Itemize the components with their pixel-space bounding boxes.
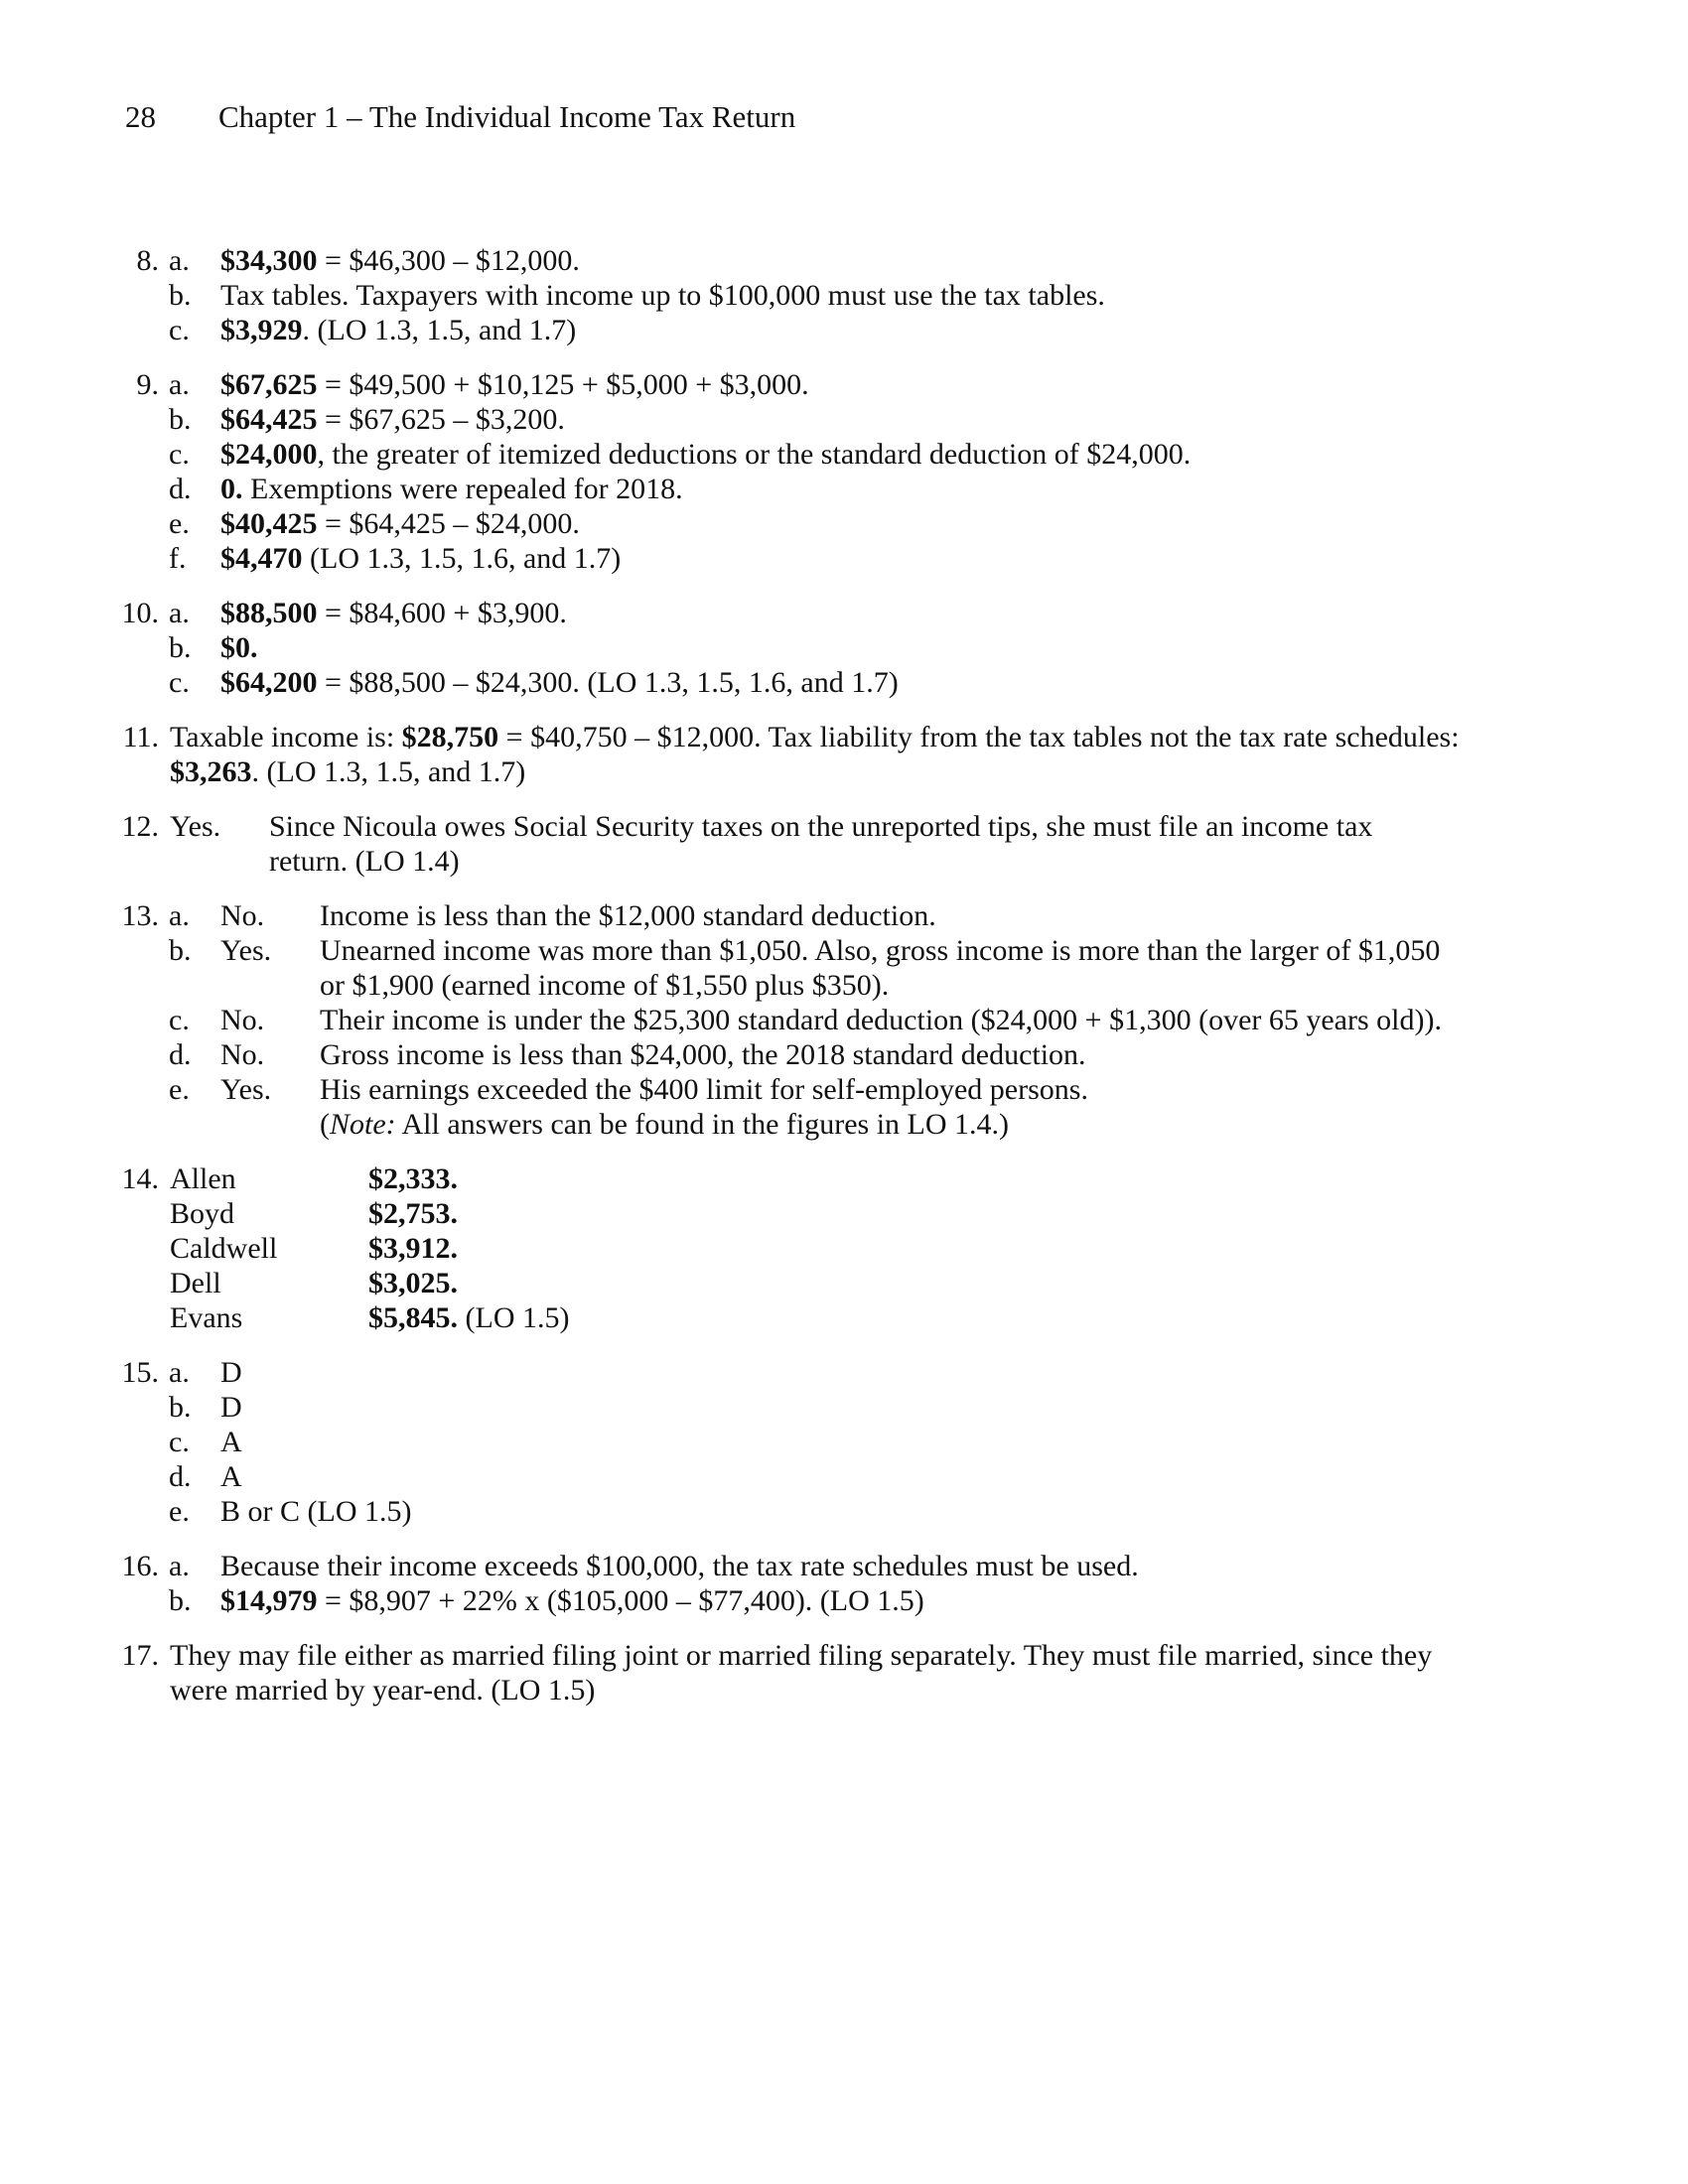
taxpayer-name: Dell xyxy=(170,1267,221,1299)
short-answer: A xyxy=(220,1426,242,1458)
answer-13c xyxy=(99,1003,1489,1037)
short-answer: B or C (LO 1.5) xyxy=(220,1495,412,1528)
bold-amount: $28,750 xyxy=(401,721,499,753)
answer-text: Since Nicoula owes Social Security taxes on the unreported tips, she must file an income tax xyxy=(269,810,1373,843)
answer-text: = $84,600 + $3,900. xyxy=(317,597,567,629)
question-number: 9. xyxy=(136,368,159,401)
taxpayer-name: Caldwell xyxy=(170,1232,278,1265)
item-letter: a. xyxy=(169,899,190,932)
bold-amount: $14,979 xyxy=(220,1584,318,1617)
short-answer: D xyxy=(220,1356,242,1389)
item-letter: a. xyxy=(169,244,190,277)
question-number: 17. xyxy=(121,1639,159,1672)
answer-text: = $46,300 – $12,000. xyxy=(317,244,580,277)
answer-text: = $40,750 – $12,000. Tax liability from the tax tables not the tax rate schedules: xyxy=(498,721,1460,753)
taxpayer-name: Evans xyxy=(170,1301,243,1334)
answer-8b xyxy=(99,278,1489,313)
short-answer: No. xyxy=(220,899,265,932)
answer-text: Because their income exceeds $100,000, the tax rate schedules must be used. xyxy=(220,1550,1139,1582)
short-answer: D xyxy=(220,1391,242,1424)
bold-amount: 0. xyxy=(220,473,243,505)
bold-amount: $40,425 xyxy=(220,507,318,540)
bold-amount: $3,912. xyxy=(368,1232,458,1265)
answer-text: Their income is under the $25,300 standard deduction ($24,000 + $1,300 (over 65 years old)). xyxy=(320,1004,1442,1036)
item-letter: b. xyxy=(169,403,192,436)
answer-text: or $1,900 (earned income of $1,550 plus $350). xyxy=(320,969,890,1002)
bold-amount: $64,200 xyxy=(220,666,318,699)
answer-13 xyxy=(99,898,1489,1142)
answer-8a xyxy=(99,243,1489,278)
table-row xyxy=(99,1300,1489,1335)
answer-8 xyxy=(99,243,1489,347)
answer-text: Income is less than the $12,000 standard deduction. xyxy=(320,899,936,932)
answer-text: = $88,500 – $24,300. (LO 1.3, 1.5, 1.6, and 1.7) xyxy=(317,666,899,699)
item-letter: b. xyxy=(169,934,192,967)
bold-amount: $2,333. xyxy=(368,1162,458,1195)
page-number: 28 xyxy=(125,99,156,134)
answer-text: . (LO 1.3, 1.5, and 1.7) xyxy=(302,314,577,346)
answer-text: = $8,907 + 22% x ($105,000 – $77,400). (LO 1.5) xyxy=(317,1584,924,1617)
answer-16a xyxy=(99,1549,1489,1583)
item-letter: d. xyxy=(169,473,192,505)
answer-13b xyxy=(99,933,1489,968)
question-number: 12. xyxy=(121,810,159,843)
table-row xyxy=(99,1161,1489,1196)
item-letter: a. xyxy=(169,1550,190,1582)
item-letter: d. xyxy=(169,1460,192,1493)
taxpayer-name: Allen xyxy=(170,1162,236,1195)
question-number: 8. xyxy=(136,244,159,277)
bold-amount: $24,000 xyxy=(220,438,318,471)
answer-text: return. (LO 1.4) xyxy=(269,845,460,878)
list-item xyxy=(99,1494,1489,1529)
answer-text: Gross income is less than $24,000, the 2018 standard deduction. xyxy=(320,1038,1086,1071)
answer-13a xyxy=(99,898,1489,933)
bold-amount: $0. xyxy=(220,631,258,664)
answer-text: . (LO 1.3, 1.5, and 1.7) xyxy=(251,755,526,788)
answer-text: His earnings exceeded the $400 limit for self-employed persons. xyxy=(320,1073,1088,1106)
short-answer: Yes. xyxy=(220,1073,272,1106)
answer-13d xyxy=(99,1037,1489,1072)
item-letter: b. xyxy=(169,279,192,312)
item-letter: f. xyxy=(169,542,187,575)
page-header xyxy=(125,99,795,134)
answer-11 xyxy=(99,720,1489,789)
answer-17 xyxy=(99,1638,1489,1707)
answer-text: , the greater of itemized deductions or the standard deduction of $24,000. xyxy=(317,438,1192,471)
item-letter: c. xyxy=(169,1004,190,1036)
answer-text: Unearned income was more than $1,050. Also, gross income is more than the larger of $1,050 xyxy=(320,934,1441,967)
answer-15 xyxy=(99,1355,1489,1529)
answer-13e xyxy=(99,1072,1489,1107)
answer-16 xyxy=(99,1549,1489,1618)
item-letter: e. xyxy=(169,1495,190,1528)
answer-10 xyxy=(99,596,1489,700)
note xyxy=(99,1107,1489,1142)
item-letter: c. xyxy=(169,666,190,699)
question-number: 11. xyxy=(122,721,159,753)
answer-10a xyxy=(99,596,1489,630)
table-row xyxy=(99,1196,1489,1231)
list-item xyxy=(99,1355,1489,1390)
answer-text: (LO 1.3, 1.5, 1.6, and 1.7) xyxy=(302,542,622,575)
answer-text: Exemptions were repealed for 2018. xyxy=(242,473,683,505)
taxpayer-name: Boyd xyxy=(170,1197,235,1230)
item-letter: c. xyxy=(169,438,190,471)
answer-text: = $49,500 + $10,125 + $5,000 + $3,000. xyxy=(317,368,809,401)
answer-text: = $64,425 – $24,000. xyxy=(317,507,580,540)
bold-amount: $88,500 xyxy=(220,597,318,629)
answer-12 xyxy=(99,809,1489,879)
note-text: All answers can be found in the figures in LO 1.4.) xyxy=(395,1108,1010,1141)
table-row xyxy=(99,1231,1489,1266)
answer-text: were married by year-end. (LO 1.5) xyxy=(170,1674,596,1706)
note-label: Note: xyxy=(330,1108,396,1141)
answer-10c xyxy=(99,665,1489,700)
item-letter: c. xyxy=(169,1426,190,1458)
bold-amount: $4,470 xyxy=(220,542,303,575)
chapter-title: Chapter 1 – The Individual Income Tax Return xyxy=(218,99,796,134)
question-number: 16. xyxy=(121,1550,159,1582)
answer-text: They may file either as married filing joint or married filing separately. They must file married, since they xyxy=(170,1639,1433,1672)
bold-amount: $3,263 xyxy=(170,755,252,788)
item-letter: b. xyxy=(169,631,192,664)
table-row xyxy=(99,1266,1489,1300)
short-answer: Yes. xyxy=(170,810,221,843)
answer-10b xyxy=(99,630,1489,665)
short-answer: No. xyxy=(220,1004,265,1036)
item-letter: b. xyxy=(169,1391,192,1424)
answer-9f xyxy=(99,541,1489,576)
bold-amount: $2,753. xyxy=(368,1197,458,1230)
item-letter: a. xyxy=(169,597,190,629)
answer-9b xyxy=(99,402,1489,437)
answer-16b xyxy=(99,1583,1489,1618)
bold-amount: $34,300 xyxy=(220,244,318,277)
answer-14 xyxy=(99,1161,1489,1335)
question-number: 14. xyxy=(121,1162,159,1195)
short-answer: Yes. xyxy=(220,934,272,967)
bold-amount: $67,625 xyxy=(220,368,318,401)
answer-8c xyxy=(99,313,1489,347)
bold-amount: $3,929 xyxy=(220,314,303,346)
bold-amount: $3,025. xyxy=(368,1267,458,1299)
item-letter: c. xyxy=(169,314,190,346)
short-answer: No. xyxy=(220,1038,265,1071)
bold-amount: $5,845. xyxy=(368,1301,458,1334)
question-number: 10. xyxy=(121,597,159,629)
item-letter: a. xyxy=(169,368,190,401)
item-letter: a. xyxy=(169,1356,190,1389)
question-number: 13. xyxy=(121,899,159,932)
lo-reference: (LO 1.5) xyxy=(458,1301,570,1334)
question-number: 15. xyxy=(121,1356,159,1389)
item-letter: e. xyxy=(169,507,190,540)
answer-text: Tax tables. Taxpayers with income up to $100,000 must use the tax tables. xyxy=(220,279,1105,312)
item-letter: e. xyxy=(169,1073,190,1106)
item-letter: d. xyxy=(169,1038,192,1071)
list-item xyxy=(99,1390,1489,1425)
answer-9 xyxy=(99,367,1489,576)
short-answer: A xyxy=(220,1460,242,1493)
list-item xyxy=(99,1425,1489,1459)
item-letter: b. xyxy=(169,1584,192,1617)
answer-9c xyxy=(99,437,1489,472)
answer-text: Taxable income is: xyxy=(170,721,402,753)
note-paren: ( xyxy=(320,1108,330,1141)
answer-9a xyxy=(99,367,1489,402)
answer-9e xyxy=(99,506,1489,541)
list-item xyxy=(99,1459,1489,1494)
bold-amount: $64,425 xyxy=(220,403,318,436)
answer-9d xyxy=(99,472,1489,506)
answer-text: = $67,625 – $3,200. xyxy=(317,403,565,436)
